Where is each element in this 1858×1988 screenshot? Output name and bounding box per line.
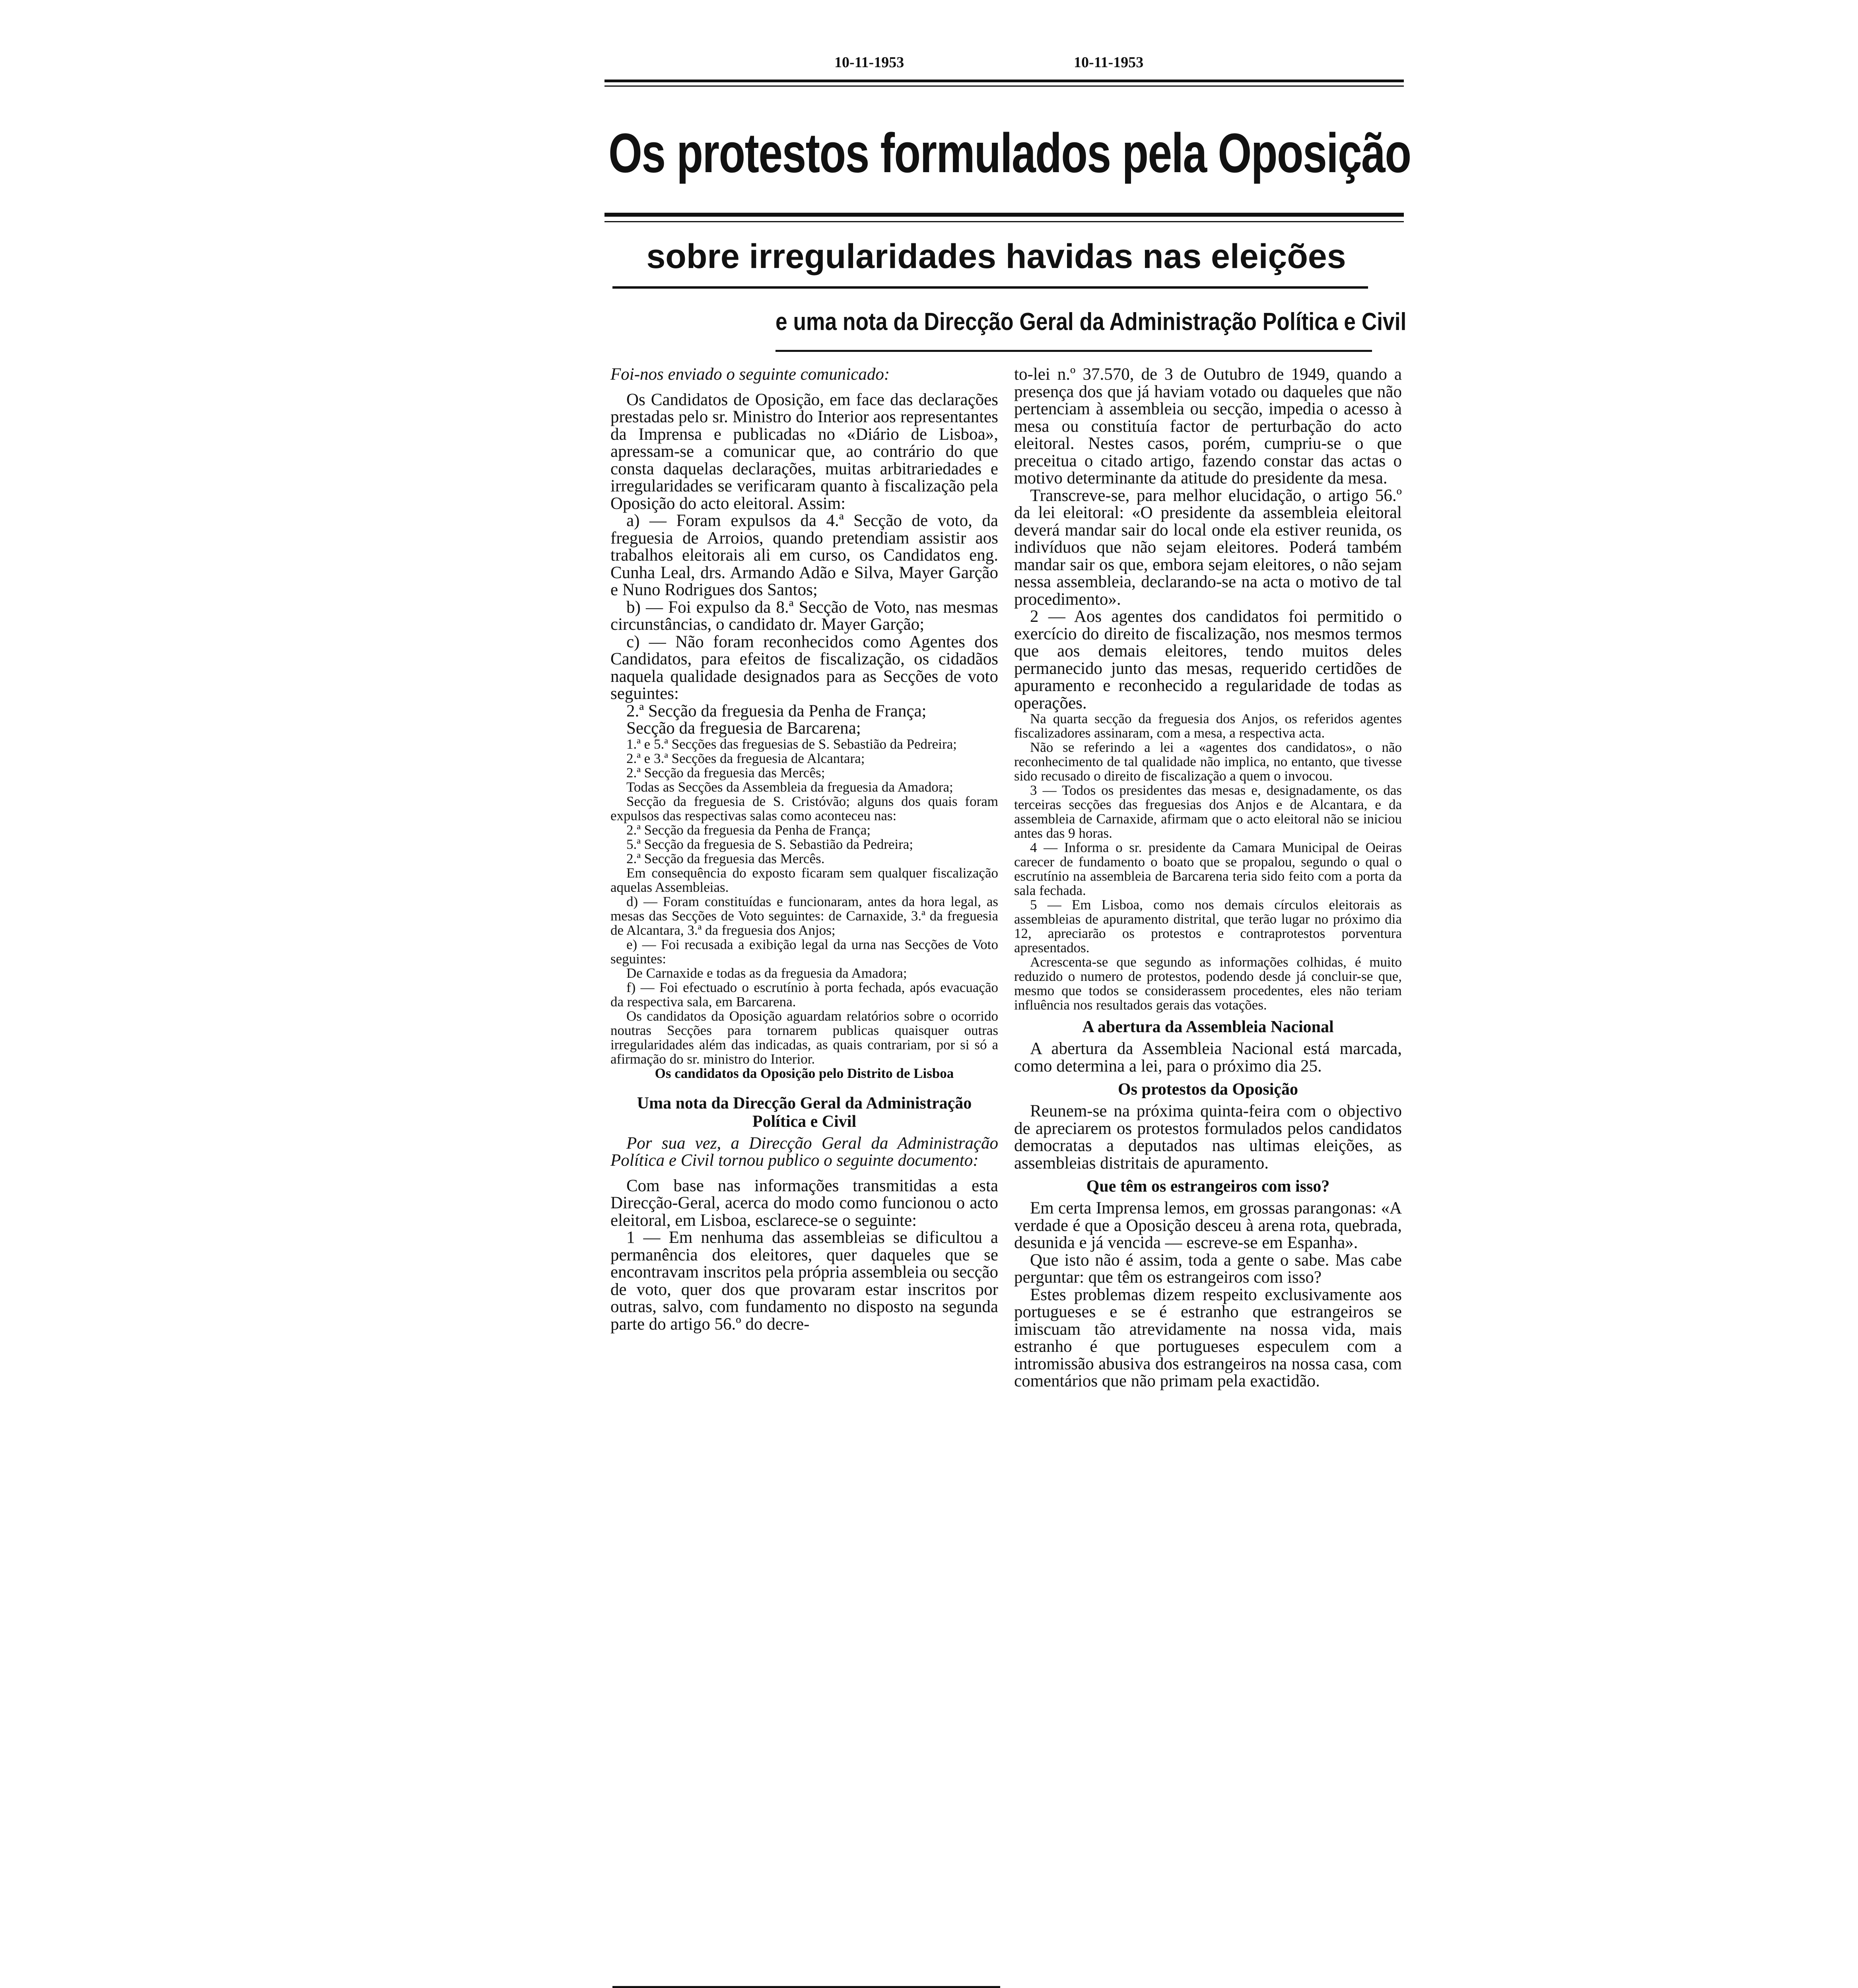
- list-item: 1.ª e 5.ª Secções das freguesias de S. Sebastião da Pedreira;: [626, 736, 957, 752]
- left-column: [610, 366, 998, 1333]
- subhead-rule: [612, 286, 1368, 289]
- paragraph: Na quarta secção da freguesia dos Anjos, os referidos agentes fiscalizadores assinaram, com a mesa, a respectiva acta.: [1014, 711, 1402, 741]
- column-end-rule: [612, 1986, 1000, 1988]
- paragraph: Que isto não é assim, toda a gente o sabe. Mas cabe perguntar: que têm os estrangeiros com isso?: [1014, 1250, 1402, 1287]
- list-item: e) — Foi recusada a exibição legal da urna nas Secções de Voto seguintes:: [610, 936, 998, 967]
- paragraph: 4 — Informa o sr. presidente da Camara Municipal de Oeiras carecer de fundamento o boato que se propalou, segundo o qual o escrutínio na assembleia de Barcarena teria sido feito com a porta da sala fechada.: [1014, 840, 1402, 898]
- section-heading: Que têm os estrangeiros com isso?: [1086, 1177, 1330, 1196]
- list-item: Todas as Secções da Assembleia da freguesia da Amadora;: [626, 779, 953, 795]
- paragraph: A abertura da Assembleia Nacional está marcada, como determina a lei, para o próximo dia 25.: [1014, 1039, 1402, 1076]
- list-item: 2.ª e 3.ª Secções da freguesia de Alcantara;: [626, 750, 865, 766]
- subheadline-2: e uma nota da Direcção Geral da Administração Política e Civil: [775, 308, 1407, 336]
- paragraph: to-lei n.º 37.570, de 3 de Outubro de 1949, quando a presença dos que já haviam votado ou daqueles que não pertenciam à assembleia ou secção, impedia o acesso à mesa ou constituía factor de perturbação do acto eleitoral. Nestes casos, porém, cumpriu-se o que preceitua o citado artigo, fazendo constar das actas o motivo determinante da atitude do presidente da mesa.: [1014, 365, 1402, 487]
- signature: Os candidatos da Oposição pelo Distrito de Lisboa: [655, 1065, 954, 1081]
- headline-rule: [604, 213, 1404, 217]
- paragraph: Secção da freguesia de Barcarena;: [626, 719, 861, 738]
- list-item: Os candidatos da Oposição aguardam relatórios sobre o ocorrido noutras Secções para tornarem publicas quaisquer outras irregularidades além das indicadas, as quais contrariam, por si só a afirmação do sr. ministro do Interior.: [610, 1008, 998, 1067]
- section-heading: Os protestos da Oposição: [1118, 1080, 1298, 1099]
- paragraph: 2.ª Secção da freguesia da Penha de França;: [626, 701, 927, 720]
- section-heading: Uma nota da Direcção Geral da Administração Política e Civil: [637, 1094, 972, 1131]
- headline-text: Os protestos formulados pela Oposição: [608, 122, 1411, 184]
- list-item: d) — Foram constituídas e funcionaram, antes da hora legal, as mesas das Secções de Voto seguintes: de Carnaxide, 3.ª da freguesia de Alcantara, 3.ª da freguesia dos Anjos;: [610, 893, 998, 938]
- top-rule-thin: [604, 85, 1404, 87]
- paragraph: 3 — Todos os presidentes das mesas e, designadamente, os das terceiras secções das freguesias dos Anjos e de Alcantara, e da assembleia de Carnaxide, afirmam que o acto eleitoral não se iniciou antes das 9 horas.: [1014, 782, 1402, 841]
- paragraph: Não se referindo a lei a «agentes dos candidatos», o não reconhecimento de tal qualidade não implica, no entanto, que tivesse sido recusado o direito de fiscalização a quem o invocou.: [1014, 740, 1402, 784]
- headline: [608, 115, 1411, 191]
- subhead2-rule: [775, 350, 1372, 352]
- intro-text: Por sua vez, a Direcção Geral da Administração Política e Civil tornou publico o seguinte documento:: [610, 1134, 998, 1170]
- paragraph: Reunem-se na próxima quinta-feira com o objectivo de apreciarem os protestos formulados pelos candidatos democratas a deputados nas ultimas eleições, as assembleias distritais de apuramento.: [1014, 1102, 1402, 1173]
- paragraph: Os Candidatos de Oposição, em face das declarações prestadas pelo sr. Ministro do Interior aos representantes da Imprensa e publicadas no «Diário de Lisboa», apressam-se a comunicar que, ao contrário do que consta daquelas declarações, muitas arbitrariedades e irregularidades se verificaram quanto à fiscalização pela Oposição do acto eleitoral. Assim:: [610, 390, 998, 513]
- date-left: 10-11-1953: [834, 54, 904, 71]
- list-item: 2.ª Secção da freguesia das Mercês.: [626, 850, 825, 866]
- paragraph: Acrescenta-se que segundo as informações colhidas, é muito reduzido o numero de protestos, podendo desde já concluir-se que, mesmo que todos se considerassem procedentes, eles não teriam influência nos resultados gerais das votações.: [1014, 954, 1402, 1013]
- date-right: 10-11-1953: [1074, 54, 1144, 71]
- list-item: 2.ª Secção da freguesia da Penha de França;: [626, 822, 871, 838]
- list-item: Em consequência do exposto ficaram sem qualquer fiscalização aquelas Assembleias.: [610, 865, 998, 895]
- headline-rule-thin: [604, 221, 1404, 222]
- list-item: Secção da freguesia de S. Cristóvão; alguns dos quais foram expulsos das respectivas salas como aconteceu nas:: [610, 793, 998, 823]
- subheadline: sobre irregularidades havidas nas eleições: [646, 237, 1346, 276]
- paragraph: b) — Foi expulso da 8.ª Secção de Voto, nas mesmas circunstâncias, o candidato dr. Mayer Garção;: [610, 598, 998, 634]
- paragraph: Em certa Imprensa lemos, em grossas parangonas: «A verdade é que a Oposição desceu à arena rota, quebrada, desunida e já vencida — escreve-se em Espanha».: [1014, 1199, 1402, 1252]
- paragraph: Com base nas informações transmitidas a esta Direcção-Geral, acerca do modo como funcionou o acto eleitoral, em Lisboa, esclarece-se o seguinte:: [610, 1176, 998, 1230]
- list-item: De Carnaxide e todas as da freguesia da Amadora;: [626, 965, 907, 981]
- paragraph: Estes problemas dizem respeito exclusivamente aos portugueses e se é estranho que estrangeiros se imiscuam tão atrevidamente na nossa vida, mais estranho é que portugueses especulem com a intromissão abusiva dos estrangeiros na nossa casa, com comentários que não primam pela exactidão.: [1014, 1285, 1402, 1390]
- intro-text: Foi-nos enviado o seguinte comunicado:: [610, 365, 890, 384]
- list-item: 2.ª Secção da freguesia das Mercês;: [626, 765, 825, 780]
- paragraph: 2 — Aos agentes dos candidatos foi permitido o exercício do direito de fiscalização, nos mesmos termos que aos demais eleitores, tendo muitos deles permanecido junto das mesas, requerido certidões de apuramento e reconhecido a regularidade de todas as operações.: [1014, 607, 1402, 712]
- list-item: f) — Foi efectuado o escrutínio à porta fechada, após evacuação da respectiva sala, em Barcarena.: [610, 979, 998, 1010]
- paragraph: Transcreve-se, para melhor elucidação, o artigo 56.º da lei eleitoral: «O presidente da assembleia eleitoral deverá mandar sair do local onde ela estiver reunida, os indivíduos que não sejam eleitores. Poderá também mandar sair os que, embora sejam eleitores, o não sejam nessa assembleia, declarando-se na acta o motivo de tal procedimento».: [1014, 486, 1402, 609]
- paragraph: c) — Não foram reconhecidos como Agentes dos Candidatos, para efeitos de fiscalização, os cidadãos naquela qualidade designados para as Secções de voto seguintes:: [610, 632, 998, 703]
- list-item: 5.ª Secção da freguesia de S. Sebastião da Pedreira;: [626, 836, 913, 852]
- paragraph: 1 — Em nenhuma das assembleias se dificultou a permanência dos eleitores, quer daqueles que se encontravam inscritos pela própria assembleia ou secção de voto, quer dos que provaram estar inscritos por outras, salvo, com fundamento no disposto na segunda parte do artigo 56.º do decre-: [610, 1228, 998, 1334]
- paragraph: 5 — Em Lisboa, como nos demais círculos eleitorais as assembleias de apuramento distrital, que terão lugar no próximo dia 12, apreciarão os protestos e contraprotestos porventura apresentados.: [1014, 897, 1402, 955]
- paragraph: a) — Foram expulsos da 4.ª Secção de voto, da freguesia de Arroios, quando pretendiam assistir aos trabalhos eleitorais ali em curso, os Candidatos eng. Cunha Leal, drs. Armando Adão e Silva, Mayer Garção e Nuno Rodrigues dos Santos;: [610, 511, 998, 599]
- section-heading: A abertura da Assembleia Nacional: [1082, 1018, 1334, 1036]
- right-column: [1014, 366, 1402, 1390]
- top-rule: [604, 80, 1404, 82]
